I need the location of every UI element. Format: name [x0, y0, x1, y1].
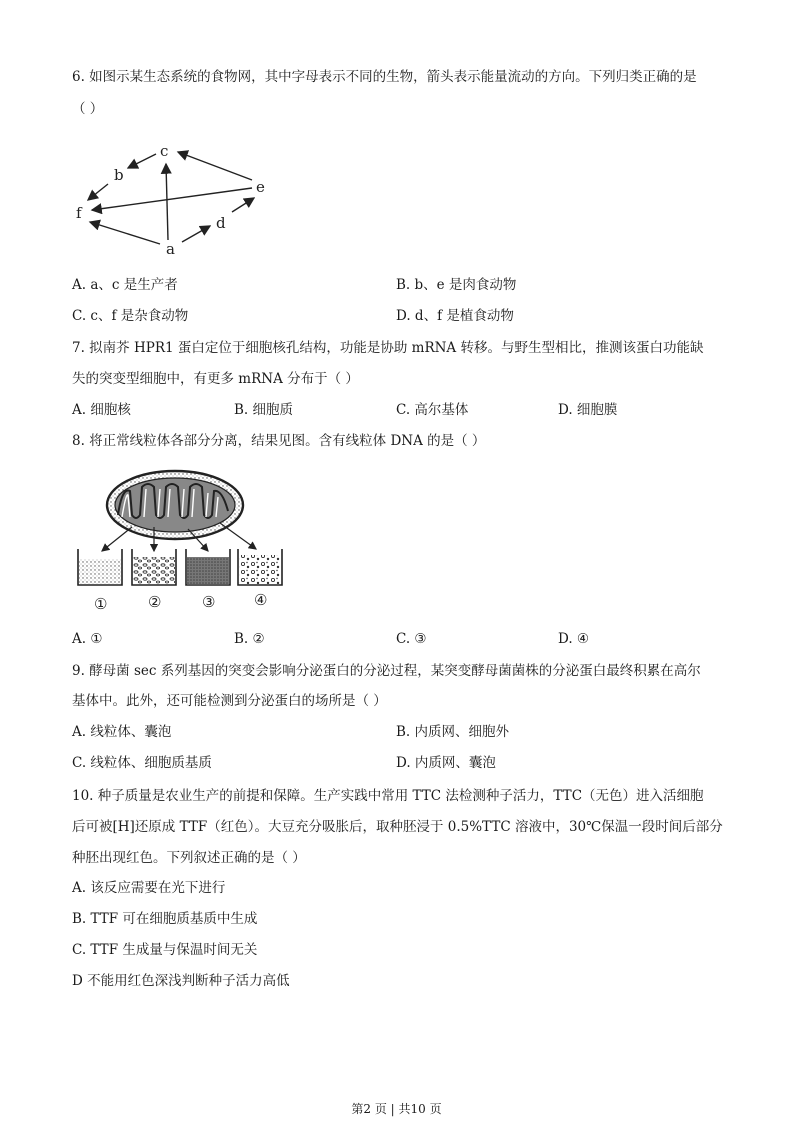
q10-stem-line1: 10. 种子质量是农业生产的前提和保障。生产实践中常用 TTC 法检测种子活力，TTC（无色）进入活细胞: [72, 788, 704, 804]
q7-stem-line2: 失的突变型细胞中，有更多 mRNA 分布于（ ）: [72, 371, 359, 387]
q9-option-c[interactable]: C. 线粒体、细胞质基质: [72, 755, 212, 771]
tube-label-3: ③: [202, 593, 216, 611]
q8-option-d[interactable]: D. ④: [558, 631, 590, 647]
q6-option-a[interactable]: A. a、c 是生产者: [72, 277, 178, 293]
q8-stem-line1: 8. 将正常线粒体各部分分离，结果见图。含有线粒体 DNA 的是（ ）: [72, 433, 486, 449]
arrow-a-to-d: [182, 226, 210, 242]
q6-option-d[interactable]: D. d、f 是植食动物: [396, 308, 514, 324]
q8-option-b[interactable]: B. ②: [234, 631, 265, 647]
q7-option-c[interactable]: C. 高尔基体: [396, 402, 469, 418]
node-c: c: [160, 142, 169, 160]
q10-option-b[interactable]: B. TTF 可在细胞质基质中生成: [72, 911, 258, 927]
food-web-figure: [70, 140, 290, 260]
page-footer: 第2 页 | 共10 页: [351, 1102, 442, 1116]
q10-option-d[interactable]: D 不能用红色深浅判断种子活力高低: [72, 973, 290, 989]
q7-stem-line1: 7. 拟南芥 HPR1 蛋白定位于细胞核孔结构，功能是协助 mRNA 转移。与野生型相比，推测该蛋白功能缺: [72, 340, 704, 356]
q8-option-c[interactable]: C. ③: [396, 631, 427, 647]
arrow-b-to-f: [88, 184, 108, 200]
q7-option-d[interactable]: D. 细胞膜: [558, 402, 618, 418]
arrow-e-to-c: [178, 152, 252, 180]
node-d: d: [216, 214, 226, 232]
q9-option-a[interactable]: A. 线粒体、囊泡: [72, 724, 172, 740]
q9-option-b[interactable]: B. 内质网、细胞外: [396, 724, 510, 740]
node-e: e: [256, 178, 265, 196]
arrow-to-tube-4: [220, 523, 256, 549]
q8-option-a[interactable]: A. ①: [72, 631, 103, 647]
q6-stem-line1: 6. 如图示某生态系统的食物网，其中字母表示不同的生物，箭头表示能量流动的方向。下列归类正确的是: [72, 69, 697, 85]
q6-option-b[interactable]: B. b、e 是肉食动物: [396, 277, 517, 293]
mitochondria-figure: [70, 465, 290, 615]
q10-stem-line2: 后可被[H]还原成 TTF（红色）。大豆充分吸胀后，取种胚浸于 0.5%TTC 溶液中，30℃保温一段时间后部分: [72, 819, 723, 835]
node-a: a: [166, 240, 175, 258]
q9-option-d[interactable]: D. 内质网、囊泡: [396, 755, 496, 771]
node-b: b: [114, 166, 124, 184]
q7-option-b[interactable]: B. 细胞质: [234, 402, 294, 418]
tube-label-2: ②: [148, 593, 162, 611]
arrow-a-to-f: [90, 222, 160, 244]
q10-stem-line3: 种胚出现红色。下列叙述正确的是（ ）: [72, 850, 306, 866]
arrow-to-tube-1: [102, 527, 132, 551]
q6-stem-line2: （ ）: [72, 101, 104, 117]
q9-stem-line1: 9. 酵母菌 sec 系列基因的突变会影响分泌蛋白的分泌过程，某突变酵母菌菌株的分泌蛋白最终积累在高尔: [72, 663, 701, 679]
arrow-d-to-e: [232, 198, 254, 212]
arrow-c-to-b: [128, 154, 156, 168]
tube-label-1: ①: [94, 595, 108, 613]
arrow-a-to-c: [166, 164, 168, 240]
arrow-e-to-f: [92, 188, 252, 210]
tube-label-4: ④: [254, 591, 268, 609]
q7-option-a[interactable]: A. 细胞核: [72, 402, 131, 418]
node-f: f: [76, 204, 82, 222]
q10-option-a[interactable]: A. 该反应需要在光下进行: [72, 880, 226, 896]
q9-stem-line2: 基体中。此外，还可能检测到分泌蛋白的场所是（ ）: [72, 693, 387, 709]
q6-option-c[interactable]: C. c、f 是杂食动物: [72, 308, 189, 324]
q10-option-c[interactable]: C. TTF 生成量与保温时间无关: [72, 942, 258, 958]
